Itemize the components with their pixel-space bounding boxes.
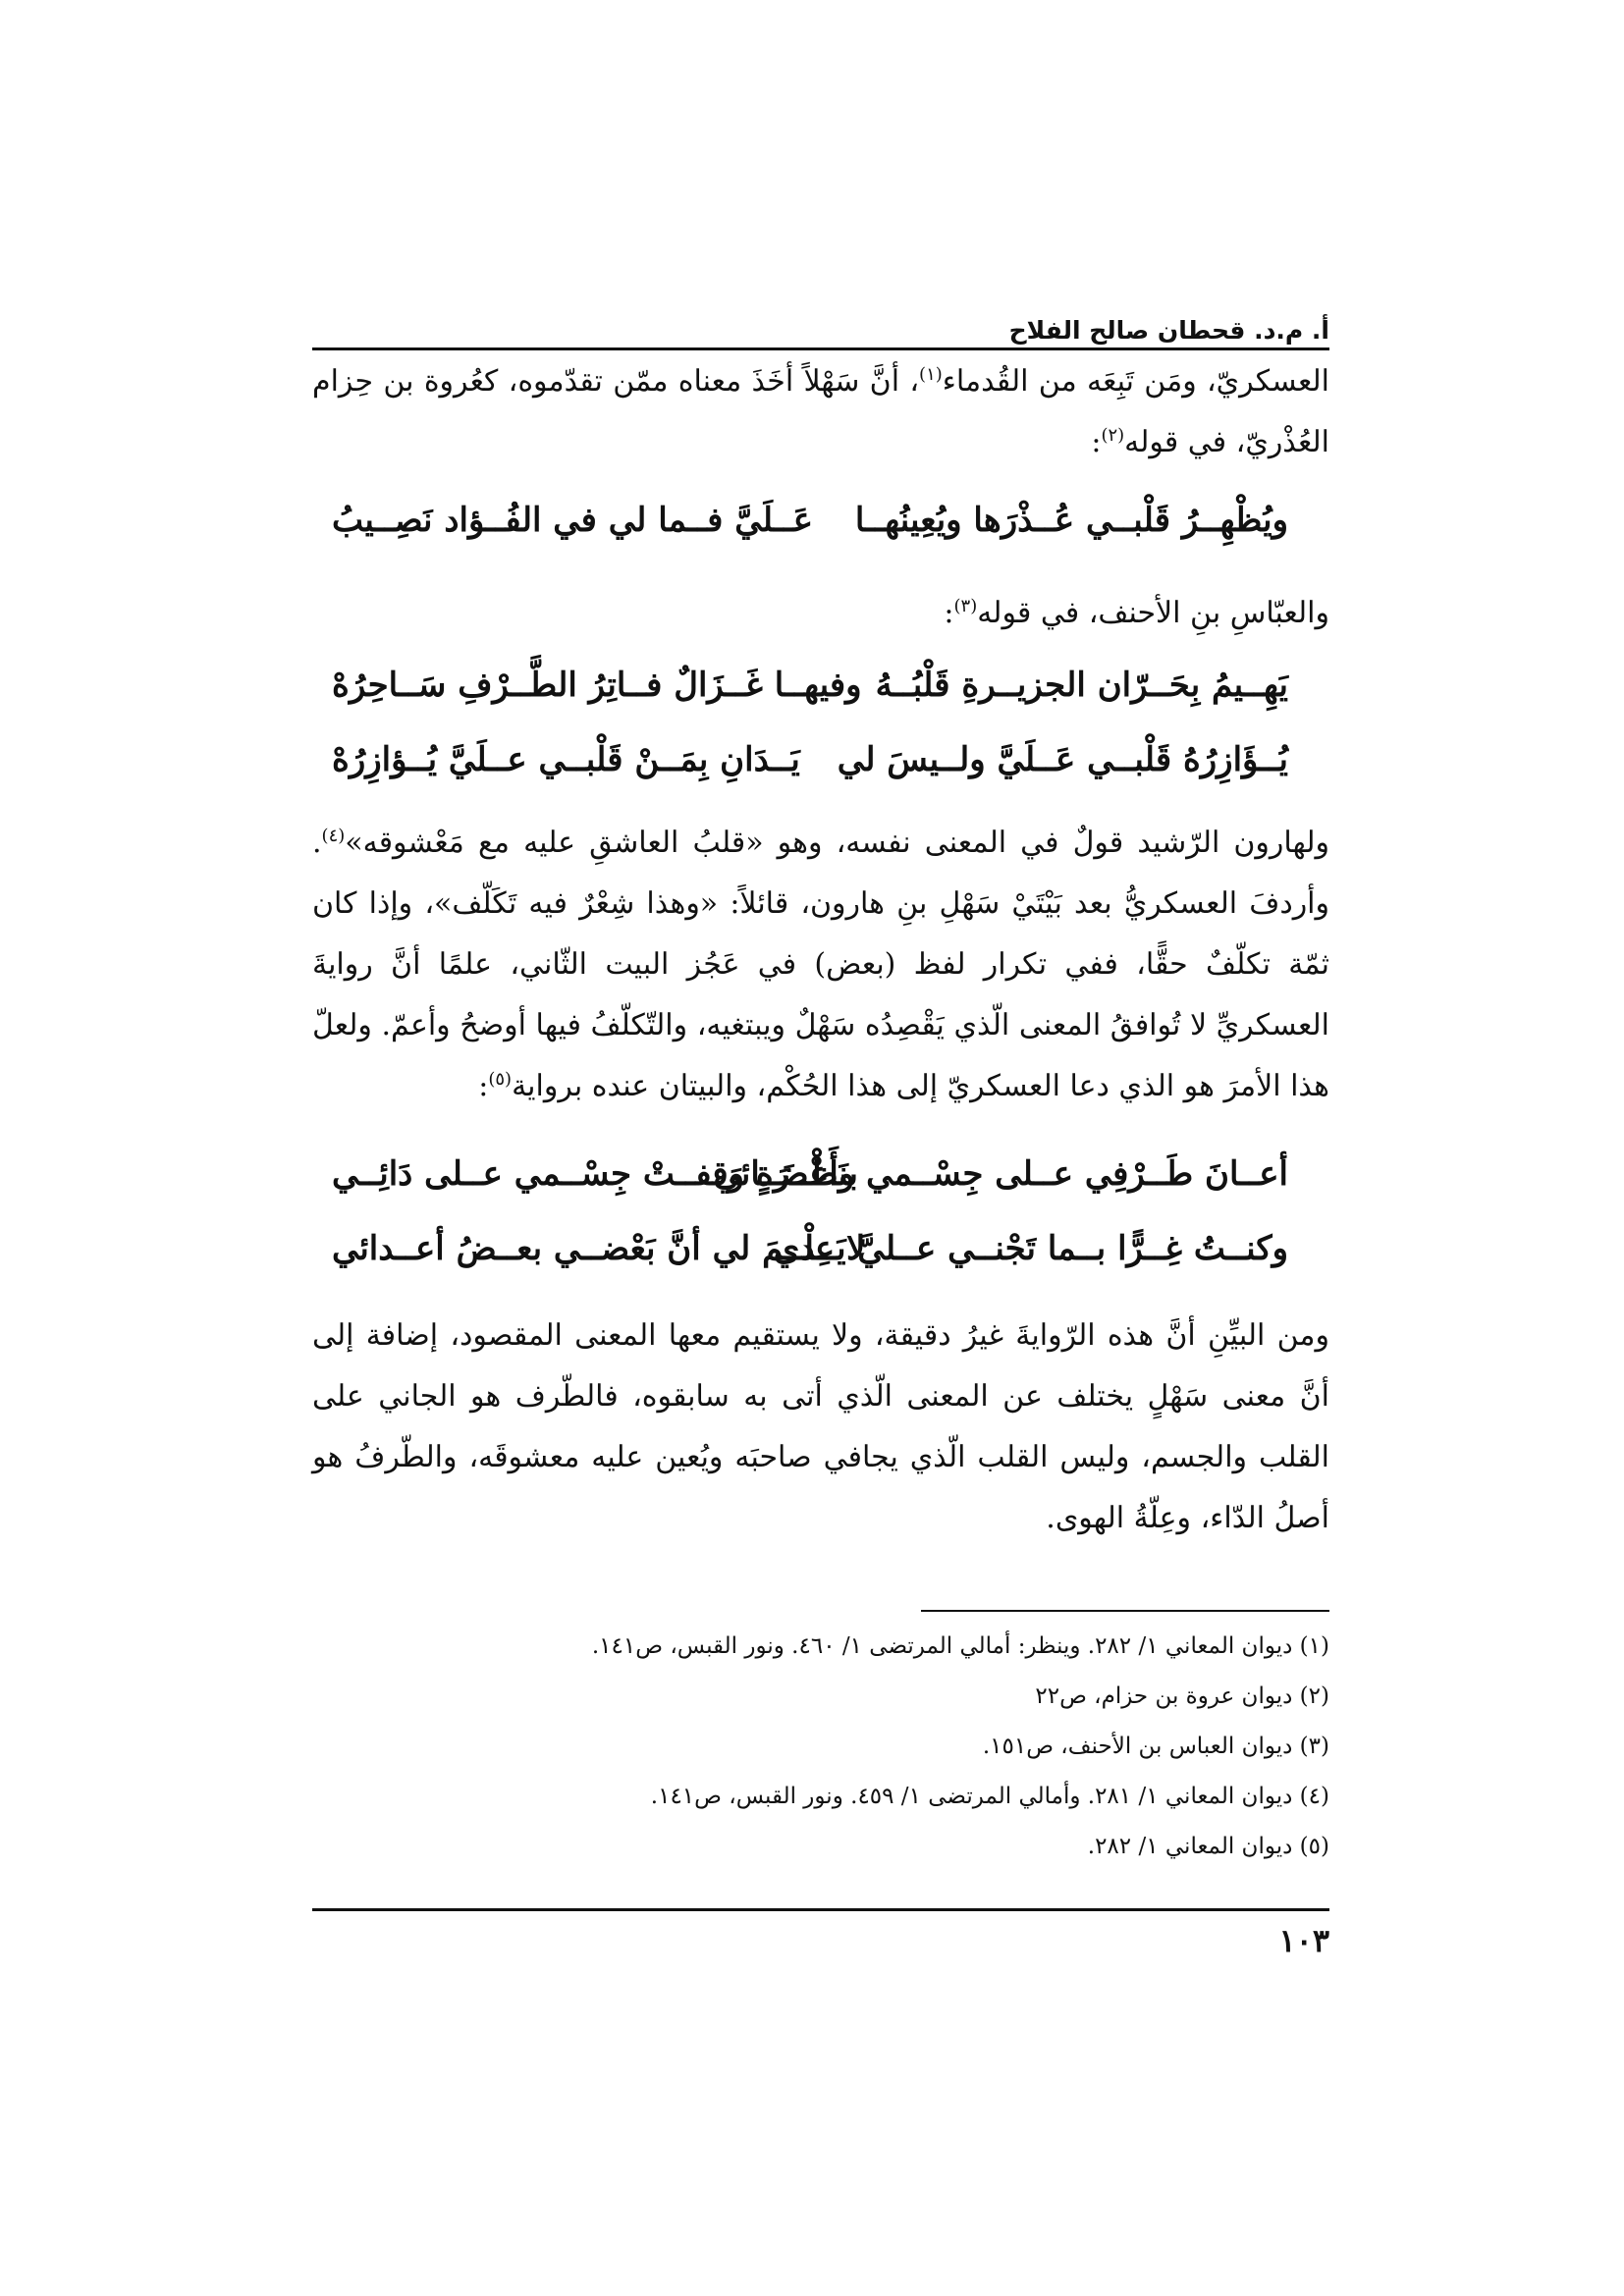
verse-line — [312, 740, 1329, 815]
verse-second-hemistich: عَــلَيَّ فــما لي في الفُــؤاد نَصِــيبُ — [332, 501, 814, 540]
verse-first-hemistich: ويُظْهِــرُ قَلْبــي عُــذْرَها ويُعِينُهــا — [854, 501, 1288, 540]
verse-line — [312, 1154, 1329, 1229]
paragraph-3 — [312, 813, 1329, 1117]
footnote-ref-3: (٣) — [953, 596, 978, 616]
footnote-ref-1: (١) — [919, 364, 943, 385]
verse-first-hemistich: يُــؤَازِرُهُ قَلْبــي عَــلَيَّ ولــيسَ لي — [837, 740, 1288, 779]
footnote-item: (٣) ديوان العباس بن الأحنف، ص١٥١. — [982, 1734, 1329, 1759]
verse-line — [312, 501, 1329, 575]
verse-second-hemistich: لا عِلْــمَ لي أنَّ بَعْضــي بعــضُ أعــدائي — [332, 1229, 866, 1268]
footnote-ref-5: (٥) — [488, 1069, 513, 1090]
paragraph-2-text-a: والعبّاسِ بنِ الأحنف، في قوله — [977, 596, 1329, 630]
running-header: أ. م.د. قحطان صالح الفلاح — [1008, 316, 1329, 345]
paragraph-1-text-c: : — [1091, 425, 1102, 459]
verse-first-hemistich: أعــانَ طَــرْفِي عــلى جِسْــمي وأَعْضَــائي — [713, 1154, 1288, 1194]
verse-second-hemistich: وفيهــا غَــزَالٌ فــاتِرُ الطَّــرْفِ سَــاحِرُهْ — [332, 666, 862, 705]
paragraph-1-text-b: ، أنَّ سَهْلاً أخَذَ معناه ممّن تقدّموه، كعُروة بن حِزام العُذْريّ، في قوله — [312, 364, 1329, 459]
verse-second-hemistich: بنَظْــرَةٍ وَقفــتْ جِسْــمي عــلى دَائِــي — [332, 1154, 859, 1194]
footnote-separator — [921, 1610, 1329, 1612]
footnote-ref-4: (٤) — [321, 826, 346, 846]
verse-block-askari — [312, 1154, 1329, 1304]
verse-line — [312, 1229, 1329, 1304]
paragraph-3-text-c: : — [478, 1069, 489, 1103]
verse-block-urwa — [312, 501, 1329, 575]
footnote-item: (٤) ديوان المعاني ١/ ٢٨١. وأمالي المرتضى ١/ ٤٥٩. ونور القبس، ص١٤١. — [650, 1784, 1329, 1809]
footnote-item: (١) ديوان المعاني ١/ ٢٨٢. وينظر: أمالي المرتضى ١/ ٤٦٠. ونور القبس، ص١٤١. — [591, 1633, 1329, 1659]
footnote-item: (٢) ديوان عروة بن حزام، ص٢٢ — [1035, 1683, 1329, 1709]
header-rule — [312, 347, 1329, 350]
verse-second-hemistich: يَــدَانِ بِمَــنْ قَلْبــي عــلَيَّ يُــؤازِرُهْ — [332, 740, 800, 779]
footnote-item: (٥) ديوان المعاني ١/ ٢٨٢. — [1087, 1834, 1329, 1859]
paragraph-1-text-a: العسكريّ، ومَن تَبِعَه من القُدماء — [942, 364, 1329, 399]
paragraph-3-text-b: . وأردفَ العسكريُّ بعد بَيْتَيْ سَهْلِ بنِ هارون، قائلاً: «وهذا شِعْرٌ فيه تَكَلّف»، وإذا كان ثمّة تكلّفٌ حقًّا، ففي تكرار لفظ (بعض) في عَجُز البيت الثّاني، علمًا أنَّ روايةَ العسكريِّ لا تُوافقُ المعنى الّذي يَقْصِدُه سَهْلٌ ويبتغيه، والتّكلّفُ فيها أوضحُ وأعمّ. ولعلّ هذا الأمرَ هو الذي دعا العسكريّ إلى هذا الحُكْم، والبيتان عنده برواية — [312, 826, 1329, 1103]
paragraph-2-text-b: : — [944, 596, 954, 630]
footnotes-list — [312, 1622, 1329, 1872]
verse-first-hemistich: وكنــتُ غِــرًّا بــما تَجْنــي عــليَّ يَــدي — [773, 1229, 1288, 1268]
footnote-ref-2: (٢) — [1101, 425, 1125, 446]
verse-line — [312, 666, 1329, 740]
paragraph-3-text-a: ولهارون الرّشيد قولٌ في المعنى نفسه، وهو «قلبُ العاشقِ عليه مع مَعْشوقه» — [345, 826, 1329, 860]
book-page — [312, 0, 1329, 2296]
footer-rule — [312, 1908, 1329, 1911]
verse-block-abbas — [312, 666, 1329, 815]
page-number: ١٠٣ — [1278, 1922, 1329, 1959]
paragraph-2 — [312, 583, 1329, 644]
verse-first-hemistich: يَهِــيمُ بِحَــرّان الجزيــرةِ قَلْبُــهُ — [875, 666, 1288, 705]
paragraph-4: ومن البيِّنِ أنَّ هذه الرّوايةَ غيرُ دقيقة، ولا يستقيم معها المعنى المقصود، إضافة إلى أنَّ معنى سَهْلٍ يختلف عن المعنى الّذي أتى به سابقوه، فالطّرف هو الجاني على القلب والجسم، وليس القلب الّذي يجافي صاحبَه ويُعين عليه معشوقَه، والطّرفُ هو أصلُ الدّاء، وعِلّةُ الهوى. — [312, 1318, 1329, 1535]
paragraph-1 — [312, 351, 1329, 473]
